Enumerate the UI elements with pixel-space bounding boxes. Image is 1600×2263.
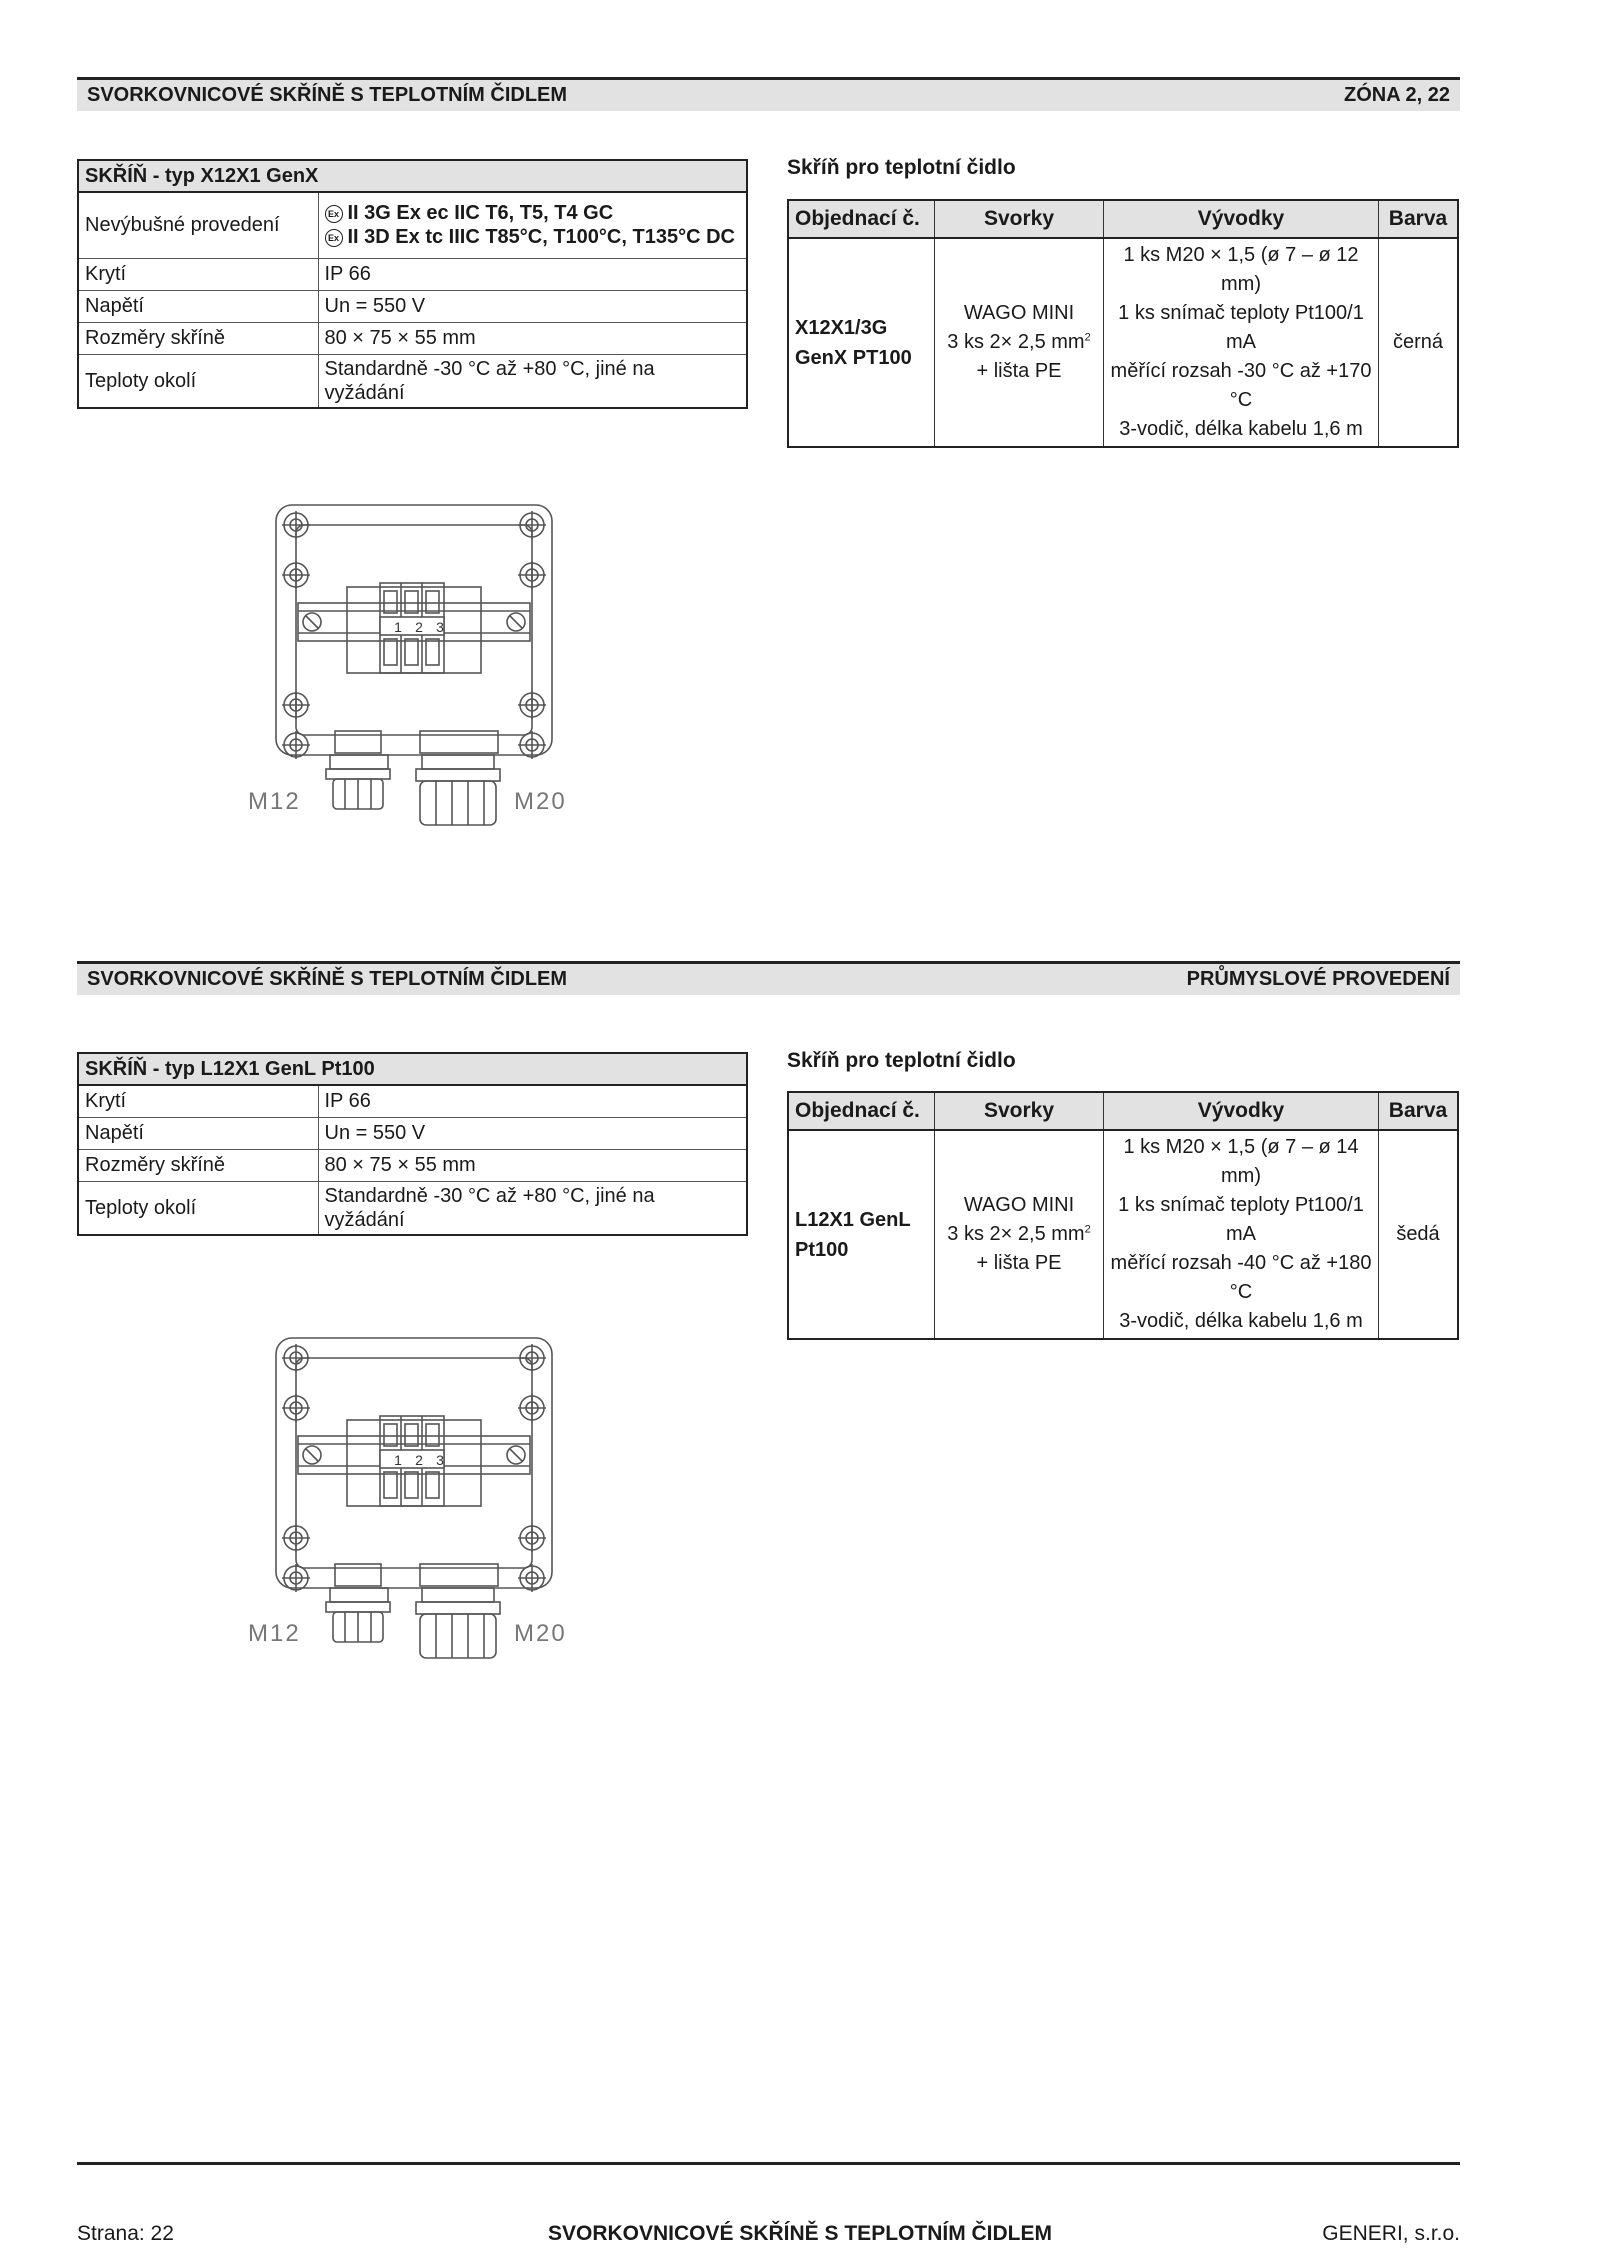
terminal-number: 3 xyxy=(436,619,444,635)
color-cell: černá xyxy=(1379,238,1459,447)
column-header: Svorky xyxy=(935,200,1104,238)
terminal-number: 1 xyxy=(394,619,402,635)
screw-hole-icon xyxy=(282,1344,310,1372)
atex-dust-marking: II 3D Ex tc IIIC T85°C, T100°C, T135°C DC xyxy=(347,226,735,249)
order-table-1 xyxy=(787,199,1459,448)
table-row xyxy=(78,1181,747,1235)
spec-value: Un = 550 V xyxy=(318,290,747,322)
table-row xyxy=(78,1117,747,1149)
spec-value: IP 66 xyxy=(318,1085,747,1117)
order-table-title: Skříň pro teplotní čidlo xyxy=(787,156,1016,179)
section-title: SVORKOVNICOVÉ SKŘÍNĚ S TEPLOTNÍM ČIDLEM xyxy=(87,84,568,106)
section-title: SVORKOVNICOVÉ SKŘÍNĚ S TEPLOTNÍM ČIDLEM xyxy=(87,968,568,990)
gland-label-m12: M12 xyxy=(248,1620,301,1647)
terminal-number: 2 xyxy=(415,619,423,635)
spec-value: 80 × 75 × 55 mm xyxy=(318,322,747,354)
spec-label: Rozměry skříně xyxy=(78,322,318,354)
table-row xyxy=(78,1149,747,1181)
column-header: Vývodky xyxy=(1104,200,1379,238)
screw-hole-icon xyxy=(282,511,310,539)
spec-value: Un = 550 V xyxy=(318,1117,747,1149)
terminal-number: 1 xyxy=(394,1452,402,1468)
spec-label: Napětí xyxy=(78,1117,318,1149)
spec-label: Teploty okolí xyxy=(78,354,318,408)
spec-value: Standardně -30 °C až +80 °C, jiné na vyžádání xyxy=(318,354,747,408)
terminals-cell: WAGO MINI 3 ks 2× 2,5 $mm^2$ + lišta PE xyxy=(935,238,1104,447)
terminal-number: 3 xyxy=(436,1452,444,1468)
column-header: Vývodky xyxy=(1104,1092,1379,1130)
table-row xyxy=(78,354,747,408)
spec-label: Teploty okolí xyxy=(78,1181,318,1235)
column-header: Svorky xyxy=(935,1092,1104,1130)
table-row xyxy=(78,1085,747,1117)
table-row xyxy=(788,1130,1458,1339)
spec-table-1 xyxy=(77,159,748,409)
footer-title: SVORKOVNICOVÉ SKŘÍNĚ S TEPLOTNÍM ČIDLEM xyxy=(547,2222,1053,2245)
column-header: Objednací č. xyxy=(788,1092,935,1130)
spec-table-2 xyxy=(77,1052,748,1236)
table-row xyxy=(788,238,1458,447)
section-zone: PRŮMYSLOVÉ PROVEDENÍ xyxy=(1186,968,1450,990)
gland-label-m20: M20 xyxy=(514,788,567,815)
spec-value: 80 × 75 × 55 mm xyxy=(318,1149,747,1181)
gland-label-m12: M12 xyxy=(248,788,301,815)
table-row xyxy=(78,258,747,290)
page-number: Strana: 22 xyxy=(77,2222,174,2245)
footer-rule xyxy=(77,2162,1460,2165)
order-code: L12X1 GenL Pt100 xyxy=(788,1130,935,1339)
section-header-1 xyxy=(77,77,1460,111)
table-row xyxy=(78,322,747,354)
spec-label: Krytí xyxy=(78,258,318,290)
ex-icon: Ex xyxy=(325,205,343,223)
column-header: Barva xyxy=(1379,1092,1459,1130)
column-header: Objednací č. xyxy=(788,200,935,238)
section-zone: ZÓNA 2, 22 xyxy=(1344,84,1450,106)
spec-value: IP 66 xyxy=(318,258,747,290)
spec-label: Rozměry skříně xyxy=(78,1149,318,1181)
terminals-cell: WAGO MINI 3 ks 2× 2,5 $mm^2$ + lišta PE xyxy=(935,1130,1104,1339)
spec-label: Krytí xyxy=(78,1085,318,1117)
footer-company: GENERI, s.r.o. xyxy=(1322,2222,1460,2245)
glands-cell: 1 ks M20 × 1,5 (ø 7 – ø 14 mm) 1 ks snímač teploty Pt100/1 mA měřící rozsah -40 °C až +180 °C 3-vodič, délka kabelu 1,6 m xyxy=(1104,1130,1379,1339)
spec-value xyxy=(318,192,747,258)
column-header: Barva xyxy=(1379,200,1459,238)
table-row xyxy=(78,290,747,322)
gland-label-m20: M20 xyxy=(514,1620,567,1647)
glands-cell: 1 ks M20 × 1,5 (ø 7 – ø 12 mm) 1 ks snímač teploty Pt100/1 mA měřící rozsah -30 °C až +170 °C 3-vodič, délka kabelu 1,6 m xyxy=(1104,238,1379,447)
color-cell: šedá xyxy=(1379,1130,1459,1339)
order-table-title: Skříň pro teplotní čidlo xyxy=(787,1049,1016,1072)
enclosure-drawing-1 xyxy=(240,495,570,835)
terminal-number: 2 xyxy=(415,1452,423,1468)
spec-label: Napětí xyxy=(78,290,318,322)
spec-label: Nevýbušné provedení xyxy=(78,192,318,258)
spec-table-header: SKŘÍŇ - typ L12X1 GenL Pt100 xyxy=(78,1053,747,1085)
atex-gas-marking: II 3G Ex ec IIC T6, T5, T4 GC xyxy=(347,202,614,225)
section-header-2 xyxy=(77,961,1460,995)
spec-value: Standardně -30 °C až +80 °C, jiné na vyžádání xyxy=(318,1181,747,1235)
table-row xyxy=(78,192,747,258)
ex-icon: Ex xyxy=(325,229,343,247)
spec-table-header: SKŘÍŇ - typ X12X1 GenX xyxy=(78,160,747,192)
order-table-2 xyxy=(787,1091,1459,1340)
order-code: X12X1/3G GenX PT100 xyxy=(788,238,935,447)
